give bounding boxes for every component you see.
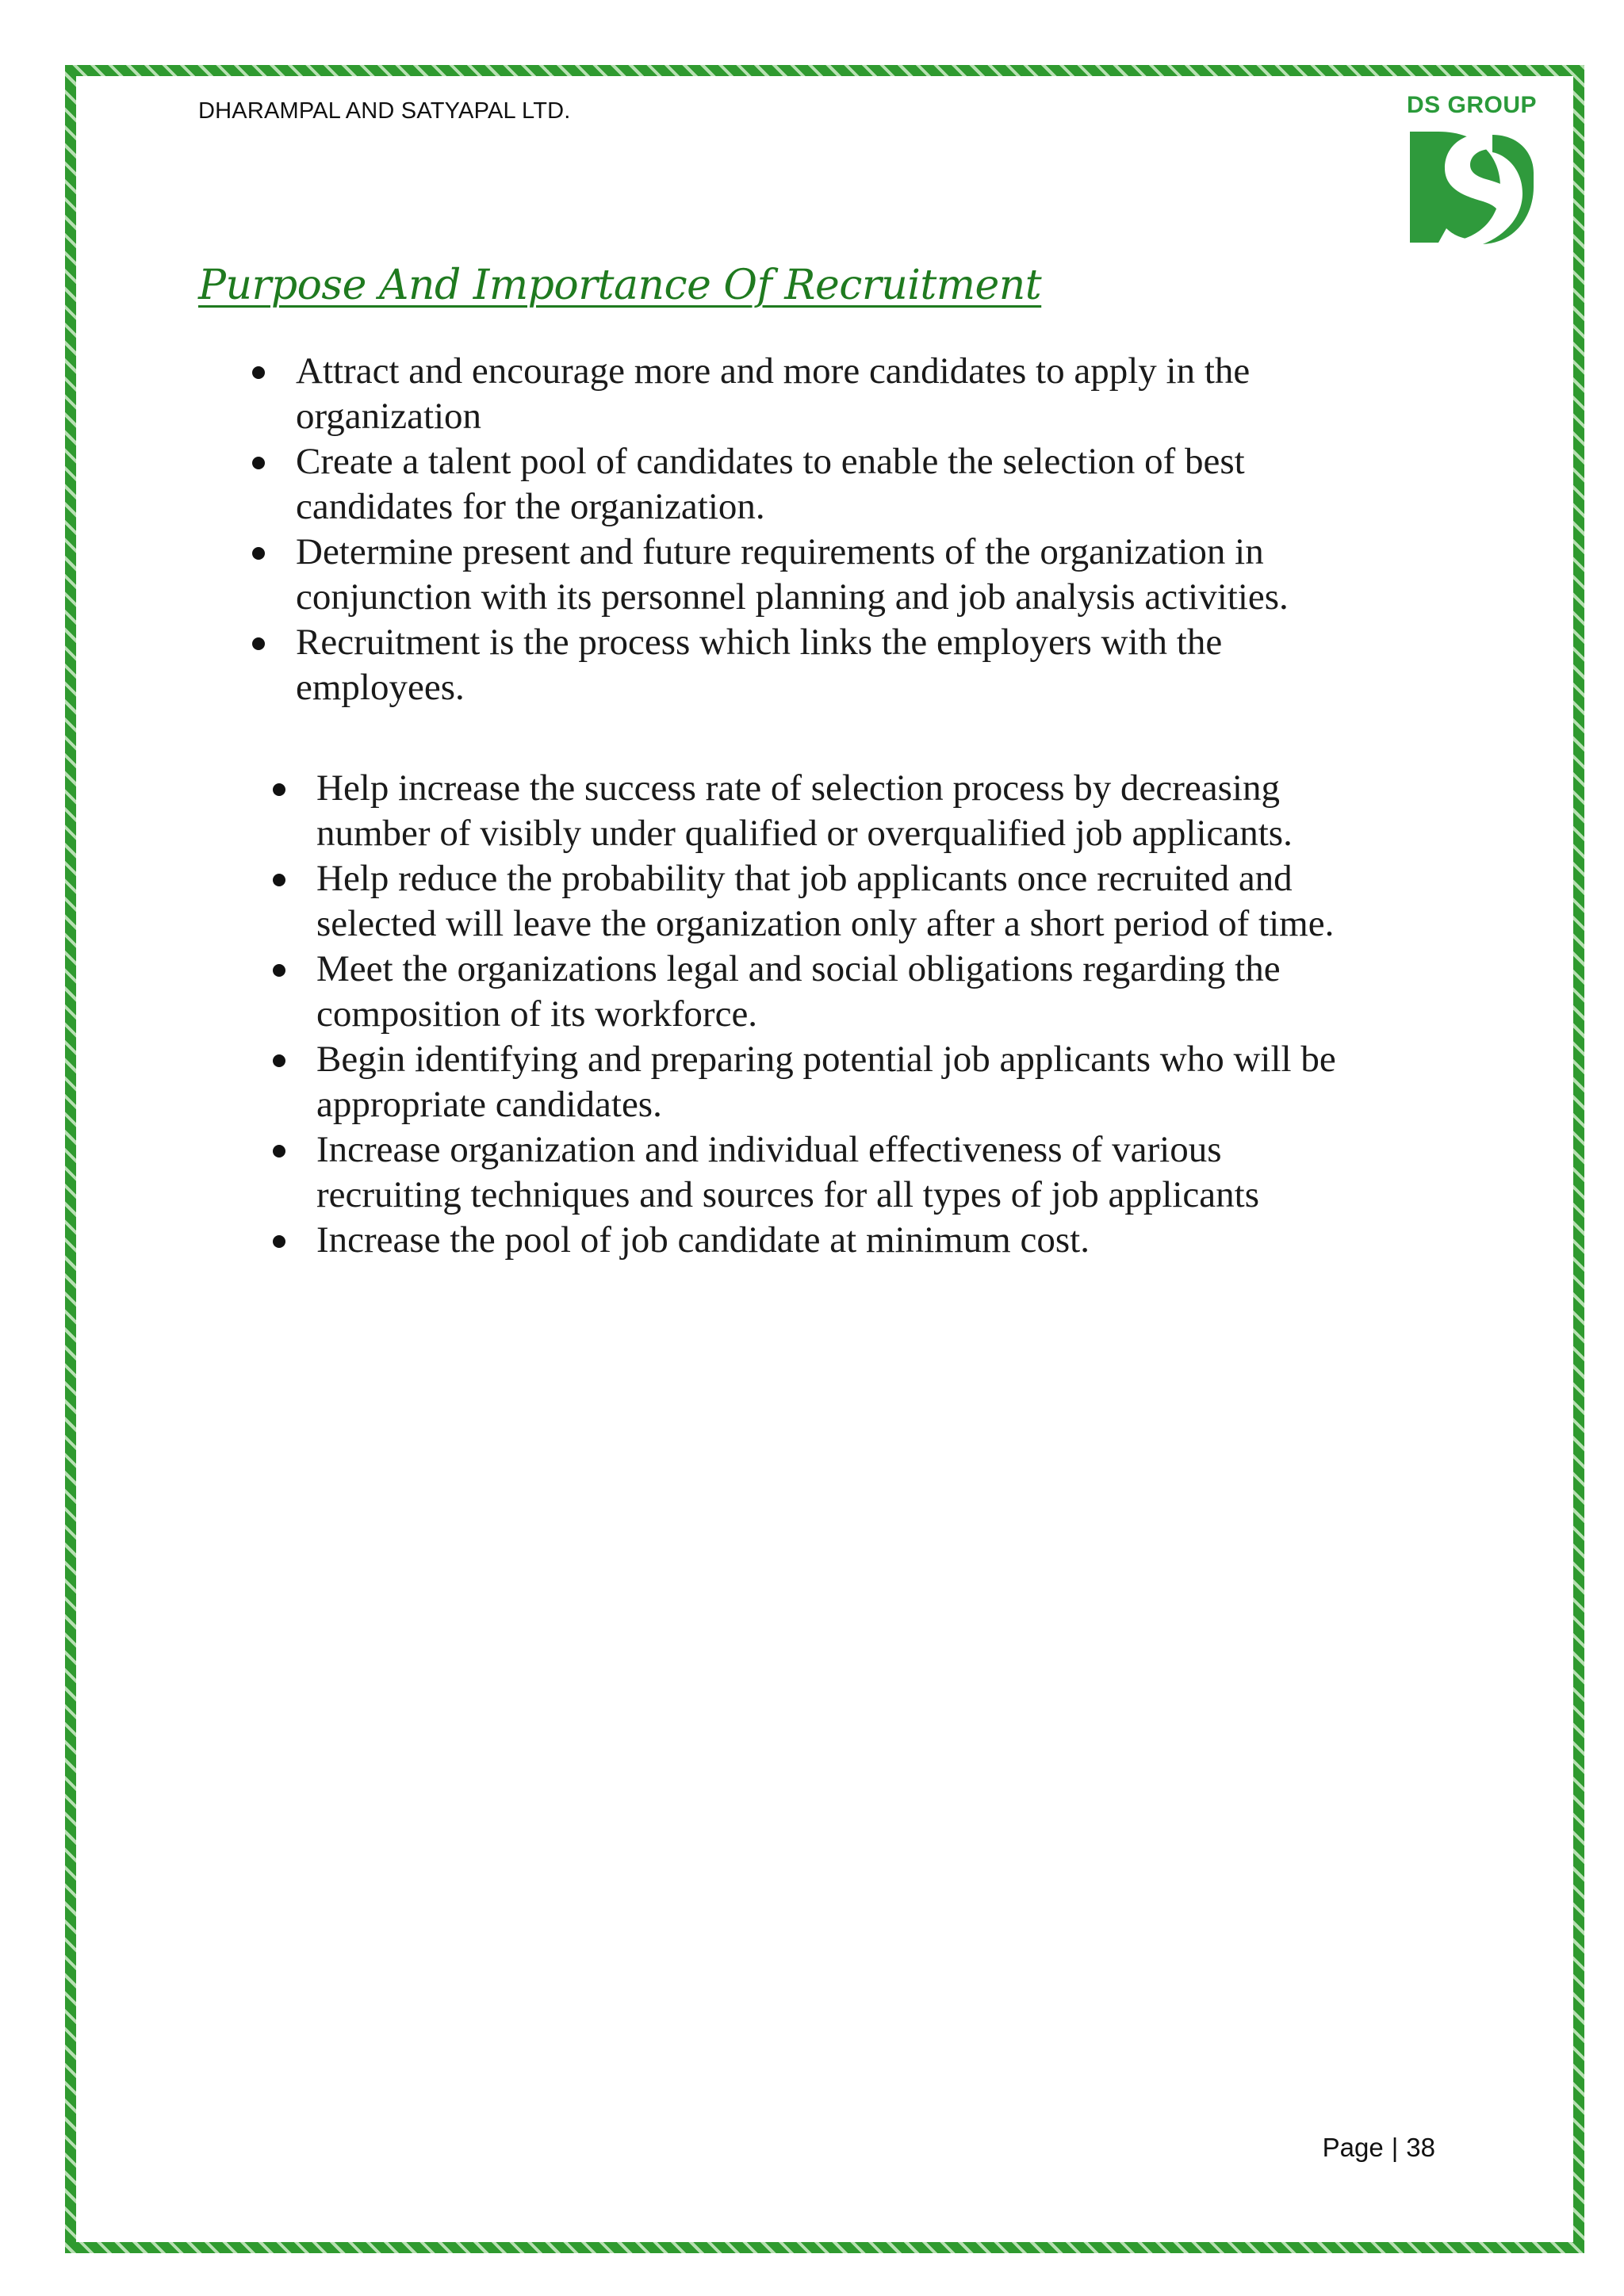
bullet-icon [252, 457, 265, 469]
bullet-icon [273, 874, 285, 886]
list-item: Attract and encourage more and more candidates to apply in the organization [296, 349, 1350, 439]
logo-text: DS GROUP [1406, 92, 1538, 118]
ds-group-logo [1400, 92, 1543, 251]
ds-logo-icon [1407, 124, 1538, 251]
bullet-icon [273, 1054, 285, 1067]
list-item: Create a talent pool of candidates to enable the selection of best candidates for the organization. [296, 439, 1350, 530]
list-item: Increase organization and individual effectiveness of various recruiting techniques and sources for all types of job applicants [316, 1127, 1371, 1218]
bullet-icon [252, 366, 265, 379]
bullet-icon [252, 547, 265, 560]
page-number-value: 38 [1406, 2133, 1435, 2162]
bullet-icon [273, 1145, 285, 1158]
list-item: Help increase the success rate of selection process by decreasing number of visibly under qualified or overqualified job applicants. [316, 766, 1371, 856]
list-item: Recruitment is the process which links the employers with the employees. [296, 620, 1350, 710]
bullet-icon [273, 964, 285, 977]
list-item: Help reduce the probability that job applicants once recruited and selected will leave the organization only after a short period of time. [316, 856, 1371, 947]
bullet-icon [252, 637, 265, 650]
bullet-icon [273, 1235, 285, 1248]
list-item: Increase the pool of job candidate at minimum cost. [316, 1218, 1371, 1263]
list-item: Meet the organizations legal and social obligations regarding the composition of its workforce. [316, 947, 1371, 1037]
page-separator: | [1391, 2133, 1399, 2162]
list-item: Determine present and future requirements of the organization in conjunction with its personnel planning and job analysis activities. [296, 530, 1350, 620]
list-item: Begin identifying and preparing potential job applicants who will be appropriate candidates. [316, 1037, 1371, 1127]
header-company-name: DHARAMPAL AND SATYAPAL LTD. [198, 98, 571, 124]
page-number [1323, 2133, 1435, 2163]
bullet-icon [273, 783, 285, 796]
bullet-list-secondary [316, 766, 1371, 1263]
bullet-list-primary [296, 349, 1350, 710]
section-title: Purpose And Importance Of Recruitment [198, 262, 1042, 309]
page-label: Page [1322, 2133, 1384, 2162]
